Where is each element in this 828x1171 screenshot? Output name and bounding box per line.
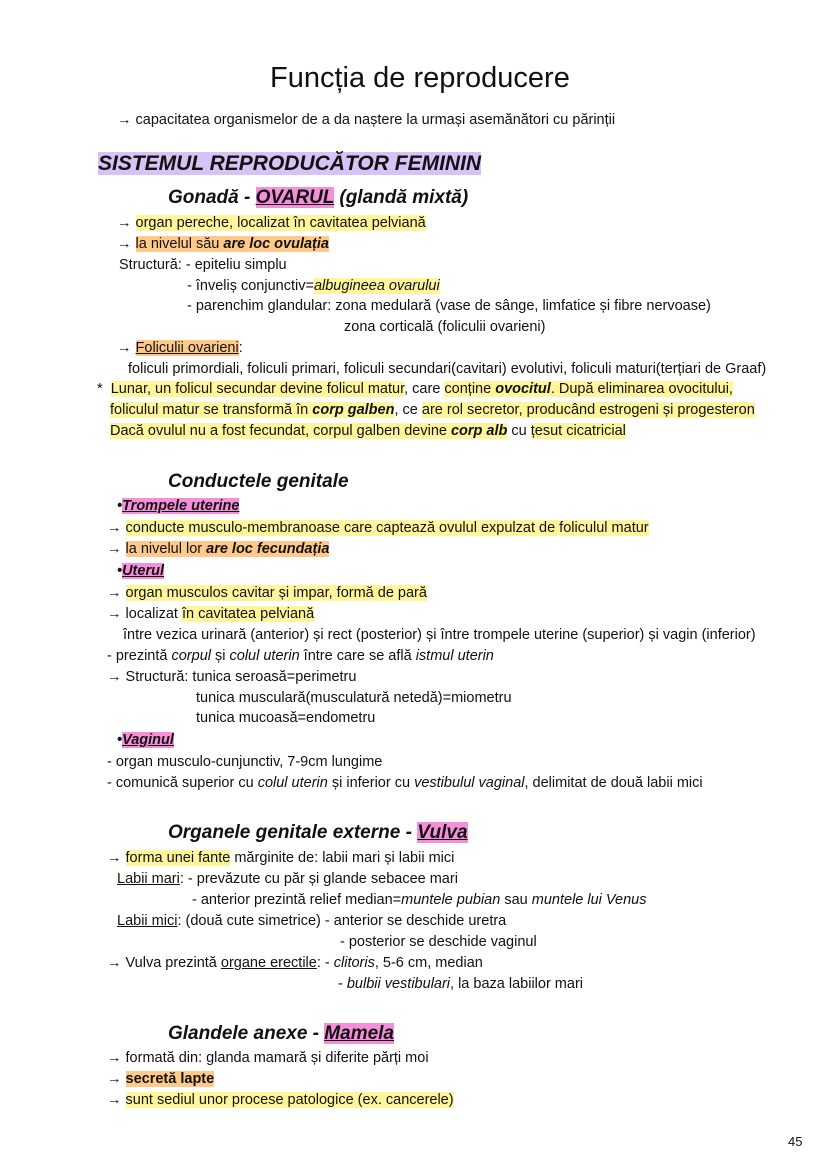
structure-line-1: Structură: - epiteliu simplu bbox=[119, 257, 287, 273]
anexe-line-1: → formată din: glanda mamară și diferite părți moi bbox=[107, 1050, 429, 1066]
uter-line-7: tunica mucoasă=endometru bbox=[196, 710, 376, 726]
section-title: SISTEMUL REPRODUCĂTOR FEMININ bbox=[98, 152, 482, 175]
structure-line-3: - parenchim glandular: zona medulară (vase de sânge, limfatice și fibre nervoase) bbox=[187, 298, 711, 314]
anexe-line-3: → sunt sediul unor procese patologice (ex. cancerele) bbox=[107, 1092, 454, 1108]
externe-line-1: → forma unei fante mărginite de: labii mari și labii mici bbox=[107, 850, 455, 866]
trompe-bullet: •Trompele uterine bbox=[117, 498, 240, 514]
labii-mari-line-1: Labii mari: - prevăzute cu păr și glande sebacee mari bbox=[117, 871, 458, 887]
anexe-heading: Glandele anexe - Mamela bbox=[168, 1023, 394, 1044]
uter-line-5: → Structură: tunica seroasă=perimetru bbox=[107, 669, 357, 685]
anexe-line-2: → secretă lapte bbox=[107, 1071, 215, 1087]
labii-mici-line-1: Labii mici: (două cute simetrice) - anterior se deschide uretra bbox=[117, 913, 507, 929]
vagin-line-2: - comunică superior cu colul uterin și inferior cu vestibulul vaginal, delimitat de două labii mici bbox=[107, 775, 703, 791]
para-line-1: * Lunar, un folicul secundar devine folicul matur, care conține ovocitul. După eliminarea ovocitului, bbox=[97, 381, 733, 397]
labii-mici-line-2: - posterior se deschide vaginul bbox=[340, 934, 537, 950]
uter-line-1: → organ musculos cavitar și impar, formă de pară bbox=[107, 585, 427, 601]
foliculi-list: foliculi primordiali, foliculi primari, foliculi secundari(cavitari) evolutivi, foliculi maturi(terțiari de Graaf) bbox=[128, 361, 767, 377]
structure-line-4: zona corticală (foliculii ovarieni) bbox=[344, 319, 546, 335]
structure-line-2: - înveliș conjunctiv=albugineea ovarului bbox=[187, 278, 440, 294]
organe-erectile-line-1: → Vulva prezintă organe erectile: - clitoris, 5-6 cm, median bbox=[107, 955, 483, 971]
uter-line-3: între vezica urinară (anterior) și rect (posterior) și între trompele uterine (superior) și vagin (inferior) bbox=[123, 627, 756, 643]
trompe-line-1: → conducte musculo-membranoase care captează ovulul expulzat de foliculul matur bbox=[107, 520, 649, 536]
page-title: Funcția de reproducere bbox=[270, 62, 570, 94]
labii-mari-line-2: - anterior prezintă relief median=muntele pubian sau muntele lui Venus bbox=[192, 892, 647, 908]
organe-erectile-line-2: - bulbii vestibulari, la baza labiilor mari bbox=[338, 976, 584, 992]
uter-line-6: tunica musculară(musculatură netedă)=miometru bbox=[196, 690, 512, 706]
para-line-3: Dacă ovulul nu a fost fecundat, corpul galben devine corp alb cu țesut cicatricial bbox=[110, 423, 626, 439]
externe-heading: Organele genitale externe - Vulva bbox=[168, 822, 468, 843]
conducte-heading: Conductele genitale bbox=[168, 471, 349, 492]
vagin-bullet: •Vaginul bbox=[117, 732, 174, 748]
gonada-line-2: → la nivelul său are loc ovulația bbox=[117, 236, 329, 252]
section-heading bbox=[98, 151, 481, 177]
vagin-line-1: - organ musculo-cunjunctiv, 7-9cm lungime bbox=[107, 754, 383, 770]
uter-bullet: •Uterul bbox=[117, 563, 164, 579]
para-line-2: foliculul matur se transformă în corp galben, ce are rol secretor, producând estrogeni și progesteron bbox=[110, 402, 755, 418]
trompe-line-2: → la nivelul lor are loc fecundația bbox=[107, 541, 330, 557]
uter-line-2: → localizat în cavitatea pelviană bbox=[107, 606, 315, 622]
uter-line-4: - prezintă corpul și colul uterin între care se află istmul uterin bbox=[107, 648, 494, 664]
gonada-heading: Gonadă - OVARUL (glandă mixtă) bbox=[168, 187, 469, 208]
gonada-line-1: → organ pereche, localizat în cavitatea pelviană bbox=[117, 215, 426, 231]
page-number: 45 bbox=[788, 1134, 803, 1149]
intro-line: → capacitatea organismelor de a da naștere la urmași asemănători cu părinții bbox=[117, 112, 616, 128]
foliculi-heading: → Foliculii ovarieni: bbox=[117, 340, 243, 356]
ovarul-label: OVARUL bbox=[255, 187, 335, 208]
